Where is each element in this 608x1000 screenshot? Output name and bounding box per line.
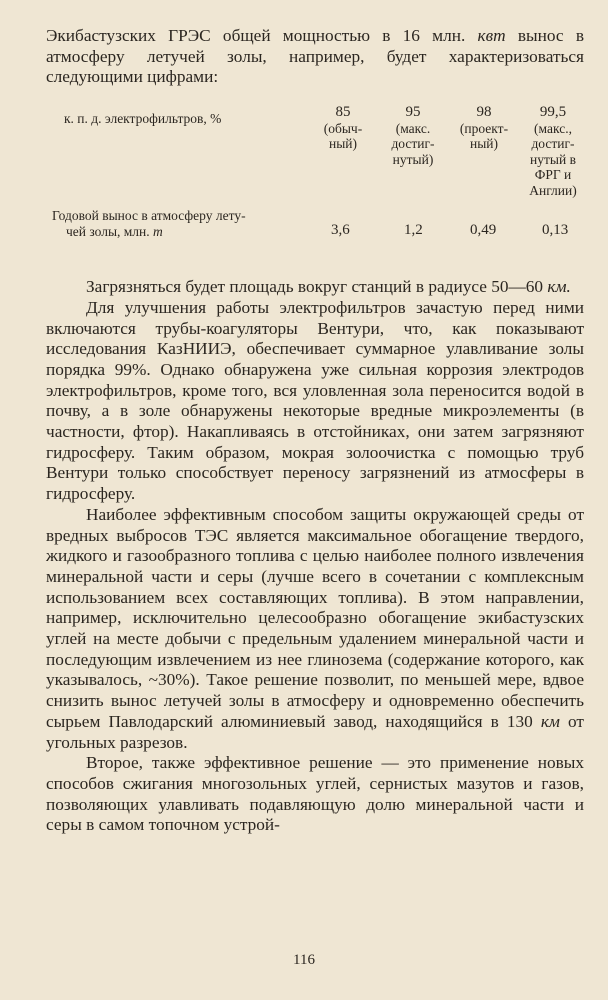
efficiency-table [46, 105, 584, 277]
column-85: 85 (обыч- ный) [323, 104, 363, 152]
column-95: 95 (макс. достиг- нутый) [391, 104, 435, 167]
emission-value-99-5: 0,13 [542, 222, 569, 239]
unit-kvt: квт [477, 26, 506, 45]
intro-paragraph: Экибастузских ГРЭС общей мощностью в 16 млн. квт вынос в атмосферу летучей золы, например, будет характеризоваться следующими цифрами: [46, 26, 584, 87]
column-99-5: 99,5 (макс., достиг- нутый в ФРГ и Англии) [529, 104, 577, 198]
paragraph-combustion: Второе, также эффективное решение — это применение новых способов сжигания многозольных углей, сернистых мазутов и газов, позволяющих улавливать подавляющую долю минеральной части и серы в самом топочном устрой- [46, 753, 584, 835]
emission-value-85: 3,6 [331, 222, 350, 239]
row-label-annual-emission: Годовой вынос в атмосферу лету- чей золы, млн. т [52, 208, 246, 239]
emission-value-98: 0,49 [470, 222, 497, 239]
paragraph-radius: Загрязняться будет площадь вокруг станций в радиусе 50—60 км. [86, 277, 571, 297]
column-98: 98 (проект- ный) [459, 104, 509, 152]
paragraph-venturi: Для улучшения работы электрофильтров зачастую перед ними включаются трубы-коагуляторы Вентури, что, как показывают исследования КазНИИЭ, обеспечивает суммарное улавливание золы порядка 99%. Однако обнаружена уже сильная коррозия электродов электрофильтров, кроме того, вся уловленная зола переносится водой в почву, а в золе обнаружены некоторые вредные микроэлементы (в частности, фтор). Накапливаясь в отстойниках, они затем загрязняют гидросферу. Таким образом, мокрая золоочистка с помощью труб Вентури только способствует переносу загрязнений из атмосферы в гидросферу. [46, 297, 584, 504]
page-body [46, 26, 584, 836]
emission-value-95: 1,2 [404, 222, 423, 239]
page-number: 116 [293, 952, 315, 968]
paragraph-enrichment: Наиболее эффективным способом защиты окружающей среды от вредных выбросов ТЭС является максимальное обогащение твердого, жидкого и газообразного топлива с целью наиболее полного извлечения минеральной части и серы (лучше всего в сочетании с комплексным использованием всех составляющих топлива). В этом направлении, например, исключительно целесообразно обогащение экибастузских углей на месте добычи с предельным удалением минеральной части и последующим извлечением из нее глинозема (содержание которого, как указывалось, ~30%). Такое решение позволит, по меньшей мере, вдвое снизить вынос летучей золы в атмосферу и одновременно обеспечить сырьем Павлодарский алюминиевый завод, находящийся в 130 км от угольных разрезов. [46, 504, 584, 752]
row-label-efficiency: к. п. д. электрофильтров, % [64, 111, 222, 127]
